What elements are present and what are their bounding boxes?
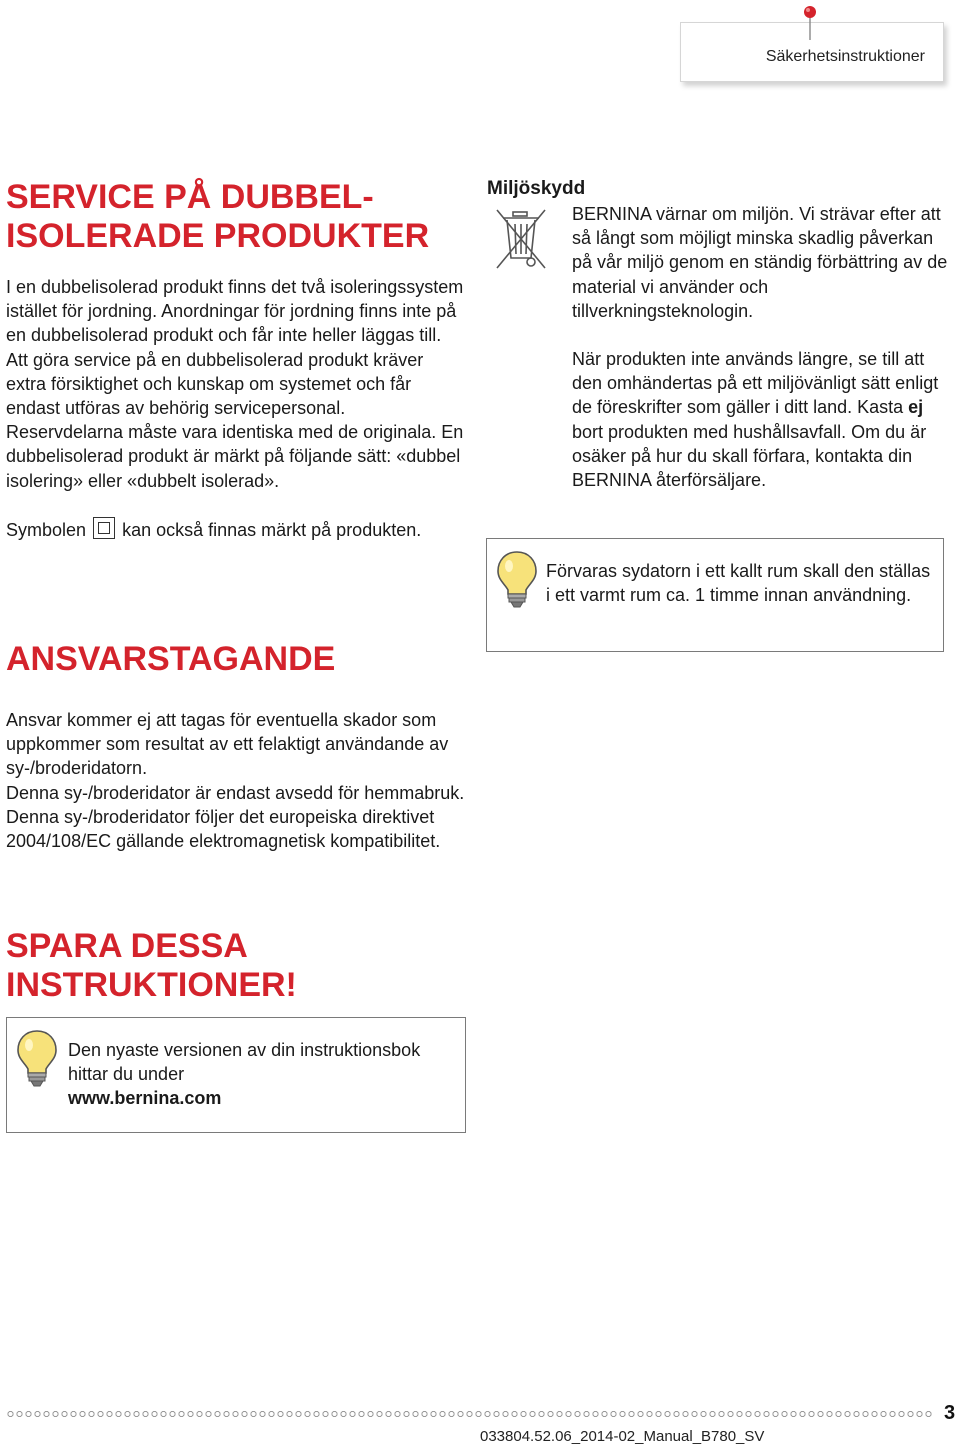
page-number: 3: [944, 1402, 956, 1424]
save-section: [6, 927, 466, 1005]
responsibility-paragraph-1: Ansvar kommer ej att tagas för eventuella skador som uppkommer som resultat av ett felaktigt användande av sy-/broderidatorn.: [6, 710, 449, 779]
bernina-website-link[interactable]: www.bernina.com: [68, 1088, 222, 1109]
website-note-box: [6, 1017, 466, 1133]
responsibility-title: ANSVARSTAGANDE: [6, 640, 336, 678]
responsibility-section: [6, 640, 466, 853]
document-code: 033804.52.06_2014-02_Manual_B780_SV: [480, 1428, 765, 1445]
symbol-before-text: Symbolen: [6, 519, 87, 540]
service-title-line2: ISOLERADE PRODUKTER: [6, 217, 430, 255]
save-title-line2: INSTRUKTIONER!: [6, 966, 297, 1004]
save-title: [6, 927, 466, 1005]
website-note-sentence: Den nyaste versionen av din instruktionsbok hittar du under: [68, 1040, 421, 1085]
symbol-sentence: [6, 517, 466, 542]
save-title-line1: SPARA DESSA: [6, 927, 248, 965]
environment-paragraph-2-emphasis: ej: [908, 397, 924, 418]
pushpin-icon: [800, 2, 820, 42]
storage-note-text: Förvaras sydatorn i ett kallt rum skall den ställas i ett varmt rum ca. 1 timme innan användning.: [546, 561, 931, 606]
lightbulb-icon: [495, 549, 539, 609]
responsibility-paragraph-2: Denna sy-/broderidator är endast avsedd för hemmabruk.: [6, 782, 465, 803]
section-tab-label: Säkerhetsinstruktioner: [765, 48, 925, 65]
service-paragraph-1: I en dubbelisolerad produkt finns det två isoleringssystem istället för jordning. Anordningar för jordning finns inte på en dubbelisolerad produkt och får inte heller läggas till. Att göra service på en dubbelisolerad produkt kräver extra försiktighet och kunskap om systemet och får endast utföras av behörig servicepersonal.: [6, 277, 464, 419]
environment-heading: Miljöskydd: [487, 178, 586, 199]
crossed-bin-icon: [493, 208, 549, 272]
environment-paragraph-2: [572, 347, 952, 492]
service-paragraph-2: Reservdelarna måste vara identiska med de originala. En dubbelisolerad produkt är märkt på följande sätt: «dubbel isolering» eller «dubbelt isolerad».: [6, 422, 464, 491]
service-title-line1: SERVICE PÅ DUBBEL-: [6, 178, 374, 216]
responsibility-body: [6, 708, 466, 853]
service-body: [6, 275, 466, 542]
lightbulb-icon: [15, 1028, 59, 1088]
website-note-text: [68, 1038, 448, 1111]
symbol-after-text: kan också finnas märkt på produkten.: [122, 519, 422, 540]
service-section: [6, 178, 466, 542]
environment-paragraph-2a: När produkten inte används längre, se till att den omhändertas på ett miljövänligt sätt enligt de föreskrifter som gäller i ditt land. Kasta: [572, 349, 939, 418]
storage-note-box: [486, 538, 944, 652]
environment-paragraph-1: BERNINA värnar om miljön. Vi strävar efter att så långt som möjligt minska skadlig påverkan på vår miljö genom en ständig förbättring av de material vi använder och tillverkningsteknologin.: [572, 204, 948, 321]
environment-paragraph-2b: bort produkten med hushållsavfall. Om du är osäker på hur du skall förfara, kontakta din BERNINA återförsäljare.: [572, 421, 927, 491]
responsibility-paragraph-3: Denna sy-/broderidator följer det europeiska direktivet 2004/108/EC gällande elektromagnetisk kompatibilitet.: [6, 806, 441, 852]
service-title: [6, 178, 466, 256]
environment-body: [572, 202, 952, 492]
double-insulation-icon: [93, 517, 115, 539]
footer-dotted-rule: [6, 1410, 934, 1418]
environment-section: [487, 178, 957, 200]
